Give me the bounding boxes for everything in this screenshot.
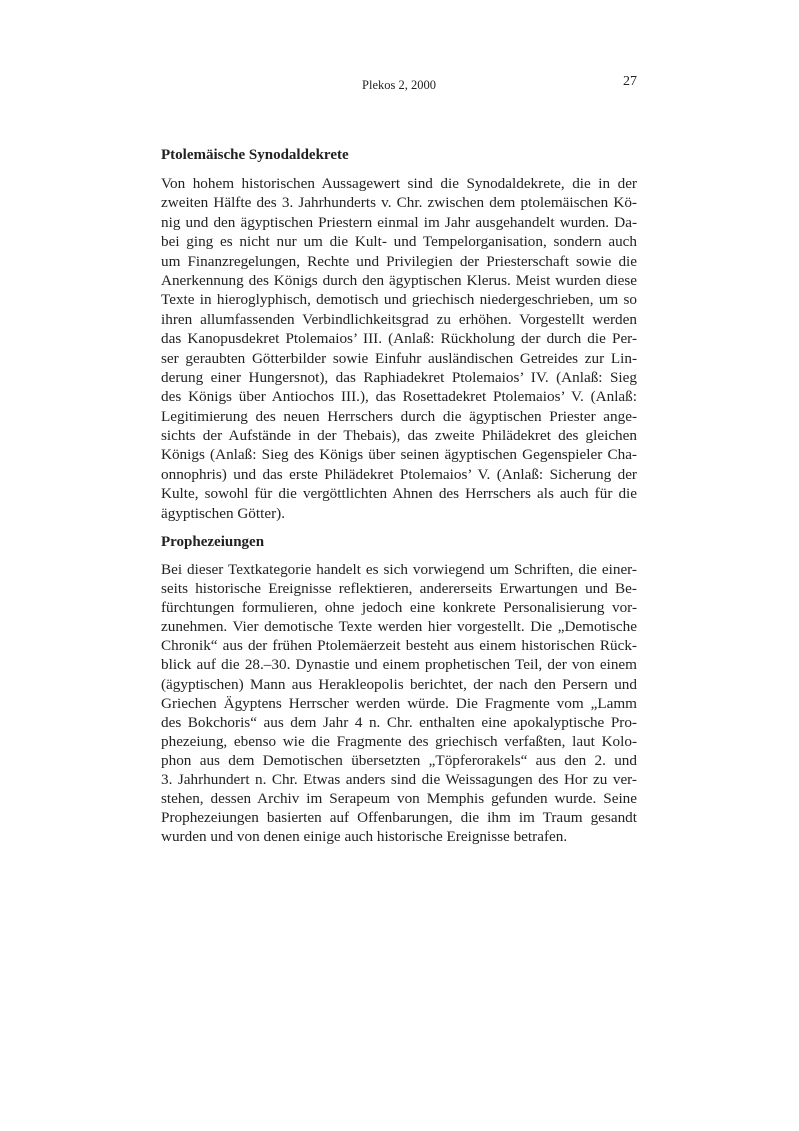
running-title: Plekos 2, 2000: [362, 78, 436, 92]
text-line: ägyptischen Götter).: [161, 504, 285, 522]
section-synodal-decrees: [161, 145, 637, 523]
text-line: ihren allumfassenden Verbindlichkeitsgrad zu erhöhen. Vorgestellt werden: [161, 310, 637, 328]
text-line: Königs (Anlaß: Sieg des Königs über seinen ägyptischen Gegenspieler Cha-: [161, 446, 637, 464]
text-line: onnophris) und das erste Philädekret Ptolemaios’ V. (Anlaß: Sicherung der: [161, 465, 637, 483]
text-line: Anerkennung des Königs durch den ägyptischen Klerus. Meist wurden diese: [161, 271, 637, 289]
paragraph: [161, 174, 637, 523]
text-line: des Bokchoris“ aus dem Jahr 4 n. Chr. enthalten eine apokalyptische Pro-: [161, 713, 637, 731]
text-line: ser geraubten Götterbilder sowie Einfuhr ausländischen Getreides zur Lin-: [161, 349, 637, 367]
section-prophecies: [161, 532, 637, 846]
text-line: sichts der Aufstände in der Thebais), das zweite Philädekret des gleichen: [161, 427, 637, 445]
text-line: wurden und von denen einige auch historische Ereignisse betrafen.: [161, 828, 568, 846]
text-line: (ägyptischen) Mann aus Herakleopolis berichtet, der nach den Persern und: [161, 675, 637, 693]
running-head: [161, 76, 637, 96]
text-line: Griechen Ägyptens Herrscher werden würde. Die Fragmente vom „Lamm: [161, 694, 637, 712]
text-line: um Finanzregelungen, Rechte und Privilegien der Priesterschaft sowie die: [161, 252, 637, 270]
text-line: Legitimierung des neuen Herrschers durch die ägyptischen Priester ange-: [161, 407, 637, 425]
text-line: Chronik“ aus der frühen Ptolemäerzeit besteht aus einem historischen Rück-: [161, 637, 637, 655]
text-line: das Kanopusdekret Ptolemaios’ III. (Anlaß: Rückholung der durch die Per-: [161, 330, 637, 348]
text-line: des Königs über Antiochos III.), das Rosettadekret Ptolemaios’ V. (Anlaß:: [161, 388, 637, 406]
text-line: 3. Jahrhundert n. Chr. Etwas anders sind die Weissagungen des Hor zu ver-: [161, 771, 637, 789]
text-line: phon aus dem Demotischen übersetzten „Töpferorakels“ aus den 2. und: [161, 751, 637, 769]
text-line: Prophezeiungen basierten auf Offenbarungen, die ihm im Traum gesandt: [161, 809, 637, 827]
text-line: bei ging es nicht nur um die Kult- und Tempelorganisation, sondern auch: [161, 233, 637, 251]
text-line: Bei dieser Textkategorie handelt es sich vorwiegend um Schriften, die einer-: [161, 561, 637, 578]
text-line: zweiten Hälfte des 3. Jahrhunderts v. Chr. zwischen dem ptolemäischen Kö-: [161, 194, 637, 212]
section-heading: Prophezeiungen: [161, 534, 265, 550]
text-line: Kulte, sowohl für die vergöttlichten Ahnen des Herrschers als auch für die: [161, 485, 637, 503]
text-line: fürchtungen formulieren, ohne jedoch eine konkrete Personalisierung vor-: [161, 599, 637, 617]
paragraph: [161, 560, 637, 846]
section-heading: Ptolemäische Synodaldekrete: [161, 147, 349, 163]
page-number: 27: [623, 74, 637, 89]
text-line: blick auf die 28.–30. Dynastie und einem prophetischen Teil, der von einem: [161, 656, 637, 674]
text-line: seits historische Ereignisse reflektieren, andererseits Erwartungen und Be-: [161, 580, 637, 598]
text-line: nig und den ägyptischen Priestern einmal im Jahr ausgehandelt wurden. Da-: [161, 213, 637, 231]
text-line: Texte in hieroglyphisch, demotisch und griechisch niedergeschrieben, um so: [161, 291, 637, 309]
text-line: zunehmen. Vier demotische Texte werden hier vorgestellt. Die „Demotische: [161, 618, 637, 636]
text-line: phezeiung, ebenso wie die Fragmente des griechisch verfaßten, laut Kolo-: [161, 732, 637, 750]
text-line: stehen, dessen Archiv im Serapeum von Memphis gefunden wurde. Seine: [161, 790, 637, 808]
text-line: Von hohem historischen Aussagewert sind die Synodaldekrete, die in der: [161, 175, 637, 192]
text-line: derung einer Hungersnot), das Raphiadekret Ptolemaios’ IV. (Anlaß: Sieg: [161, 368, 637, 386]
